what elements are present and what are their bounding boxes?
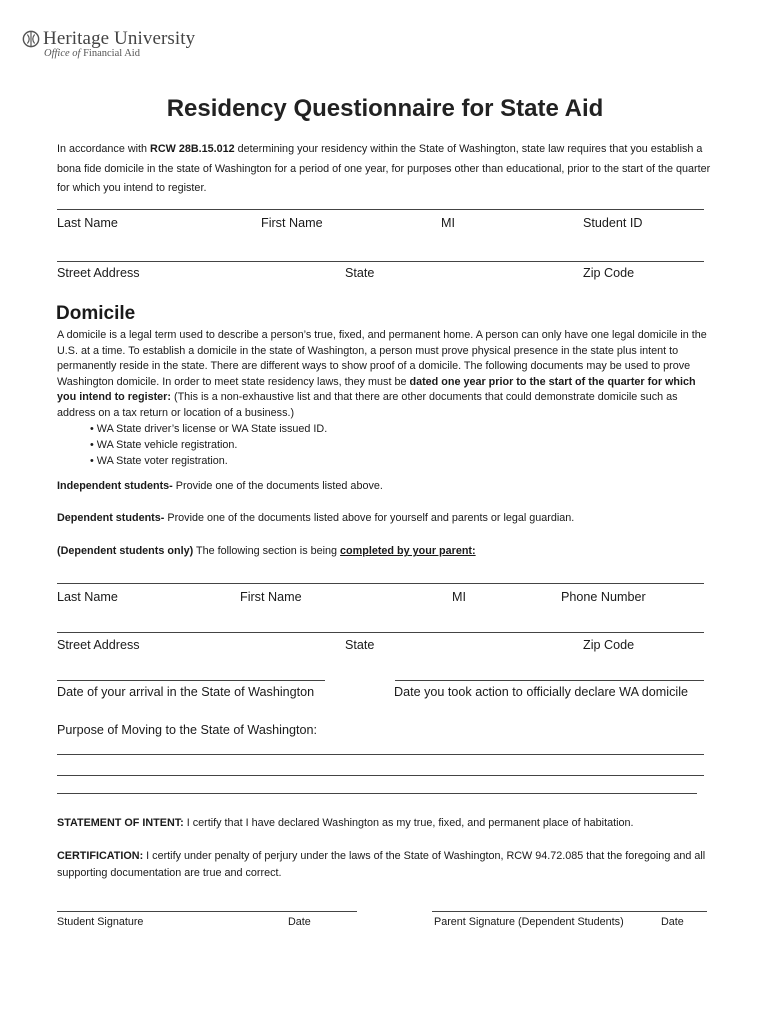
declare-date-line[interactable] [395,680,704,681]
certification-paragraph: CERTIFICATION: I certify under penalty of perjury under the laws of the State of Washington, RCW 94.72.085 that the foregoing and all supporting documentation are true and correct. [57,850,706,879]
declare-date-label: Date you took action to officially declare WA domicile [394,685,688,699]
parent-address-line[interactable] [57,632,704,633]
student-id-label: Student ID [583,216,643,230]
student-signature-line[interactable] [57,911,357,912]
parent-signature-label: Parent Signature (Dependent Students) [434,916,624,928]
parent-zip-code-label: Zip Code [583,638,635,652]
domicile-heading: Domicile [56,303,136,324]
university-logo [22,28,195,59]
first-name-label: First Name [261,216,323,230]
domicile-paragraph: A domicile is a legal term used to describe a person’s true, fixed, and permanent home. A person can only have one legal domicile in the U.S. at a time. To establish a domicile in the state of Washington, a person must prove physical presence in the state plus intent to permanently reside in the state. There are different ways to show proof of a domicile. The following documents may be used to prove Washington domicile. In order to meet state residency laws, they must be dated one year prior to the start of the quarter for which you intend to register: (This is a non-exhaustive list and that there are other documents that could demonstrate domicile such as address on a tax return or location of a business.) [57,329,707,419]
parent-mi-label: MI [452,590,466,604]
arrival-date-label: Date of your arrival in the State of Washington [57,685,315,699]
list-item: • WA State voter registration. [90,455,228,467]
student-name-line[interactable] [57,209,704,210]
logo-subtitle: Office of Financial Aid [44,48,140,59]
zip-code-label: Zip Code [583,266,635,280]
student-signature-label: Student Signature [57,916,144,928]
list-item: • WA State driver’s license or WA State issued ID. [90,423,328,435]
last-name-label: Last Name [57,216,118,230]
heritage-emblem-icon [22,30,40,48]
page-title: Residency Questionnaire for State Aid [166,95,604,122]
domicile-document-list [90,421,327,469]
independent-students-note: Independent students- Provide one of the documents listed above. [57,480,383,492]
parent-name-line[interactable] [57,583,704,584]
street-address-label: Street Address [57,266,140,280]
parent-section-note: (Dependent students only) The following section is being completed by your parent: [57,545,476,557]
purpose-line-3[interactable] [57,793,697,794]
student-address-line[interactable] [57,261,704,262]
statement-of-intent: STATEMENT OF INTENT: I certify that I have declared Washington as my true, fixed, and permanent place of habitation. [57,817,634,829]
state-label: State [345,266,375,280]
arrival-date-line[interactable] [57,680,325,681]
parent-first-name-label: First Name [240,590,302,604]
logo-name: Heritage University [43,28,196,49]
parent-street-address-label: Street Address [57,638,140,652]
dependent-students-note: Dependent students- Provide one of the documents listed above for yourself and parents or legal guardian. [57,512,575,524]
parent-last-name-label: Last Name [57,590,118,604]
parent-date-label: Date [661,916,684,928]
student-date-label: Date [288,916,311,928]
parent-signature-line[interactable] [432,911,707,912]
purpose-line-1[interactable] [57,754,704,755]
mi-label: MI [441,216,455,230]
purpose-line-2[interactable] [57,775,704,776]
list-item: • WA State vehicle registration. [90,439,238,451]
purpose-label: Purpose of Moving to the State of Washington: [57,723,317,737]
intro-paragraph: In accordance with RCW 28B.15.012 determining your residency within the State of Washington, state law requires that you establish a bona fide domicile in the state of Washington for a period of one year, for purposes other than educational, prior to the start of the quarter for which you intend to register. [57,143,711,194]
phone-number-label: Phone Number [561,590,646,604]
parent-state-label: State [345,638,375,652]
